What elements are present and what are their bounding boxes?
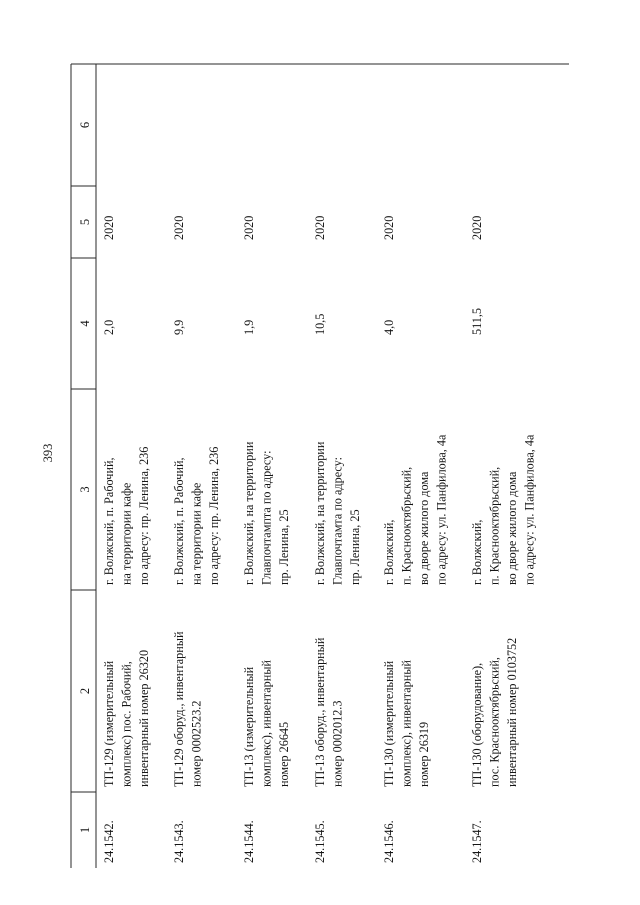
object-year: 2020 [242,215,256,240]
object-name-line: комплекс), инвентарный [399,660,414,787]
object-name-line: ТП-129 оборуд., инвентарный [172,631,186,787]
object-name-line: номер 26645 [277,721,291,787]
object-name-line: комплекс) пос. Рабочий, [119,661,134,787]
object-year: 2020 [102,215,116,240]
object-address-line: Главпочтампта по адресу: [259,450,274,585]
object-value: 10,5 [313,313,327,335]
object-address-line: г. Волжский, [470,519,484,585]
object-value: 1,9 [242,319,256,335]
object-address-line: во дворе жилого дома [505,471,519,585]
table-header-row [78,122,92,833]
column-header-3: 3 [78,486,92,493]
row-number: 24.1546. [382,820,396,863]
object-address-line: п. Краснооктябрьский, [399,466,414,585]
column-header-4: 4 [78,320,92,327]
table-row [242,216,291,863]
row-number: 24.1542. [102,820,116,863]
object-address-line: пр. Ленина, 25 [348,509,362,585]
object-name-line: ТП-130 (измерительный [382,660,396,787]
object-address-line: г. Волжский, на территории [313,441,327,585]
column-header-6: 6 [78,121,92,129]
object-year: 2020 [313,215,327,240]
object-value: 511,5 [470,308,484,335]
object-value: 4,0 [382,319,396,335]
table-row [382,216,449,863]
object-name-line: комплекс), инвентарный [259,660,274,787]
object-value: 9,9 [172,319,186,335]
table-row [313,216,362,863]
object-address-line: г. Волжский, п. Рабочий, [172,457,186,585]
row-number: 24.1547. [470,820,484,863]
column-header-1: 1 [78,826,92,834]
object-address-line: по адресу: пр. Ленина, 236 [137,446,151,585]
object-name-line: номер 0002012.3 [330,700,345,787]
object-name-line: номер 26319 [417,721,431,787]
object-address-line: на территории кафе [189,482,204,585]
object-year: 2020 [470,215,484,240]
table-row [172,216,221,863]
table-row [470,216,537,863]
object-name-line: ТП-13 оборуд., инвентарный [313,637,327,787]
object-name-line: ТП-130 (оборудование), [470,662,484,787]
table-row [102,216,151,863]
column-header-5: 5 [78,218,92,226]
object-address-line: г. Волжский, п. Рабочий, [102,457,116,585]
object-address-line: Главпочтамта по адресу: [330,457,345,585]
object-address-line: г. Волжский, на территории [242,441,256,585]
object-name-line: ТП-13 (измерительный [242,666,256,787]
row-number: 24.1545. [313,820,327,863]
object-name-line: инвентарный номер 0103752 [505,637,519,787]
object-name-line: инвентарный номер 26320 [137,649,151,787]
object-name-line: номер 0002523.2 [189,700,204,787]
object-address-line: пр. Ленина, 25 [277,509,291,585]
object-address-line: по адресу: пр. Ленина, 236 [207,446,221,585]
object-address-line: во дворе жилого дома [417,471,431,585]
object-address-line: на территории кафе [119,482,134,585]
object-address-line: по адресу: ул. Панфилова, 4а [434,434,449,585]
object-value: 2,0 [102,319,116,335]
row-number: 24.1543. [172,820,186,863]
object-name-line: ТП-129 (измерительный [102,660,116,787]
object-address-line: по адресу: ул. Панфилова, 4а [522,434,537,585]
object-address-line: п. Краснооктябрьский, [487,466,502,585]
row-number: 24.1544. [242,820,256,863]
object-address-line: г. Волжский, [382,519,396,585]
column-header-2: 2 [78,687,92,695]
object-year: 2020 [172,215,186,240]
page-number: 393 [41,443,55,463]
table-body [102,216,537,863]
object-year: 2020 [382,215,396,240]
object-name-line: пос. Краснооктябрьский, [487,657,502,787]
